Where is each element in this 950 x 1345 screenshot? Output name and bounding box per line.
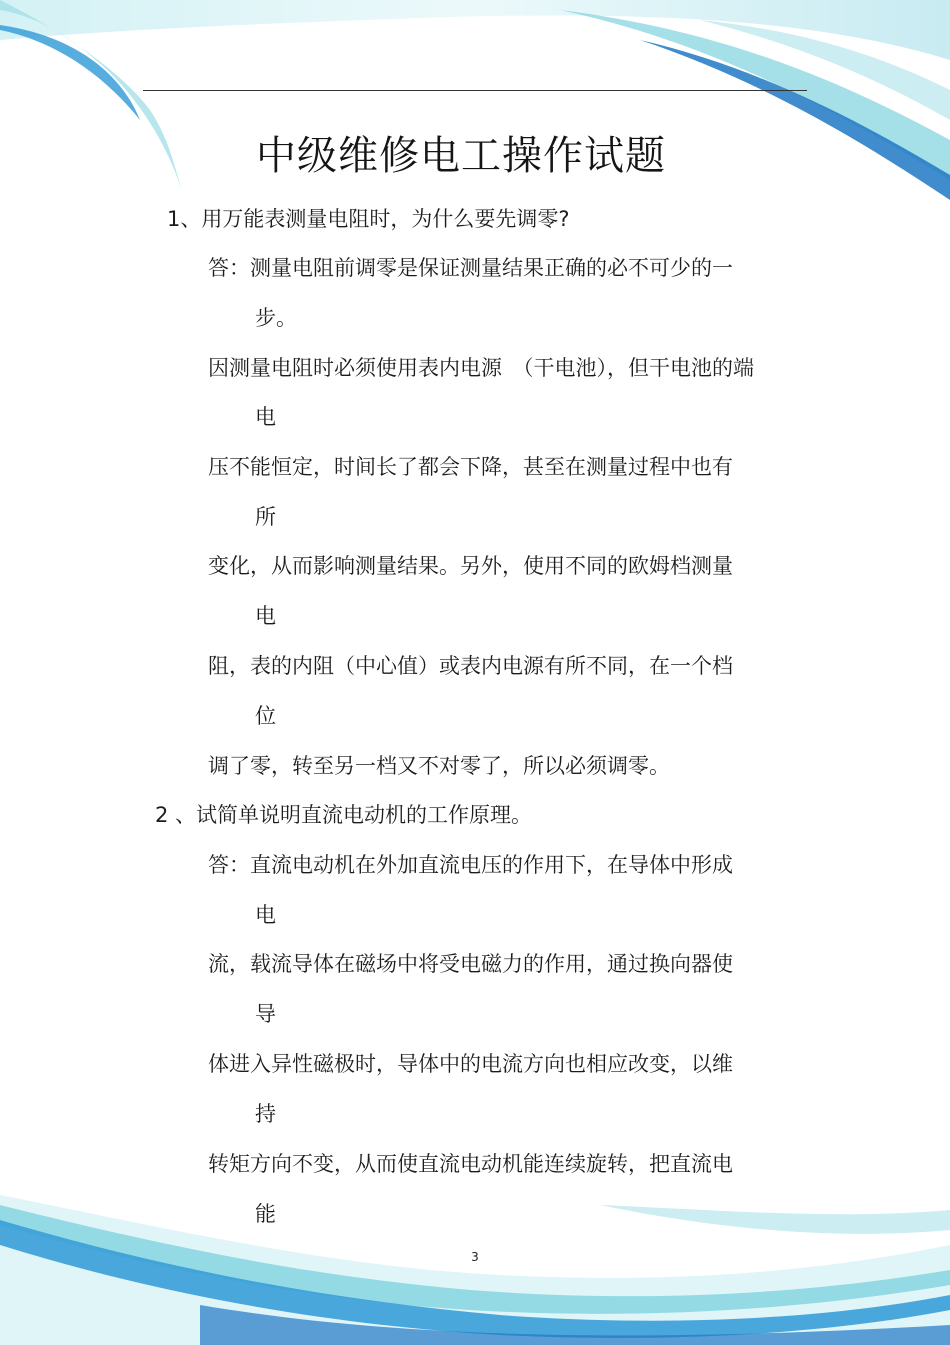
answer-1-line: 阻，表的内阻（中心值）或表内电源有所不同，在一个档 xyxy=(208,654,733,678)
answer-2-continuation: 导 xyxy=(255,1002,276,1026)
document-title: 中级维修电工操作试题 xyxy=(256,133,666,179)
answer-1-line: 调了零，转至另一档又不对零了，所以必须调零。 xyxy=(208,754,670,778)
answer-1-line: 因测量电阻时必须使用表内电源 （干电池），但干电池的端 xyxy=(208,356,754,380)
answer-2-line: 体进入异性磁极时，导体中的电流方向也相应改变，以维 xyxy=(208,1052,733,1076)
answer-2-continuation: 持 xyxy=(255,1102,276,1126)
answer-1-continuation: 位 xyxy=(255,704,276,728)
answer-1-line: 变化，从而影响测量结果。另外，使用不同的欧姆档测量 xyxy=(208,554,733,578)
page-number: 3 xyxy=(471,1250,479,1264)
answer-1-continuation: 步。 xyxy=(255,306,297,330)
answer-2-line: 流，载流导体在磁场中将受电磁力的作用，通过换向器使 xyxy=(208,952,733,976)
answer-2-line: 答：直流电动机在外加直流电压的作用下，在导体中形成 xyxy=(208,853,733,877)
answer-1-line: 答：测量电阻前调零是保证测量结果正确的必不可少的一 xyxy=(208,256,733,280)
question-1: 1、用万能表测量电阻时，为什么要先调零? xyxy=(167,207,570,231)
answer-1-continuation: 所 xyxy=(255,505,276,529)
answer-2-continuation: 电 xyxy=(255,903,276,927)
question-2: 2 、试简单说明直流电动机的工作原理。 xyxy=(155,803,533,827)
header-rule xyxy=(143,90,807,91)
answer-2-continuation: 能 xyxy=(255,1202,276,1226)
answer-2-line: 转矩方向不变，从而使直流电动机能连续旋转，把直流电 xyxy=(208,1152,733,1176)
answer-1-continuation: 电 xyxy=(255,604,276,628)
answer-1-continuation: 电 xyxy=(255,405,276,429)
answer-1-line: 压不能恒定，时间长了都会下降，甚至在测量过程中也有 xyxy=(208,455,733,479)
